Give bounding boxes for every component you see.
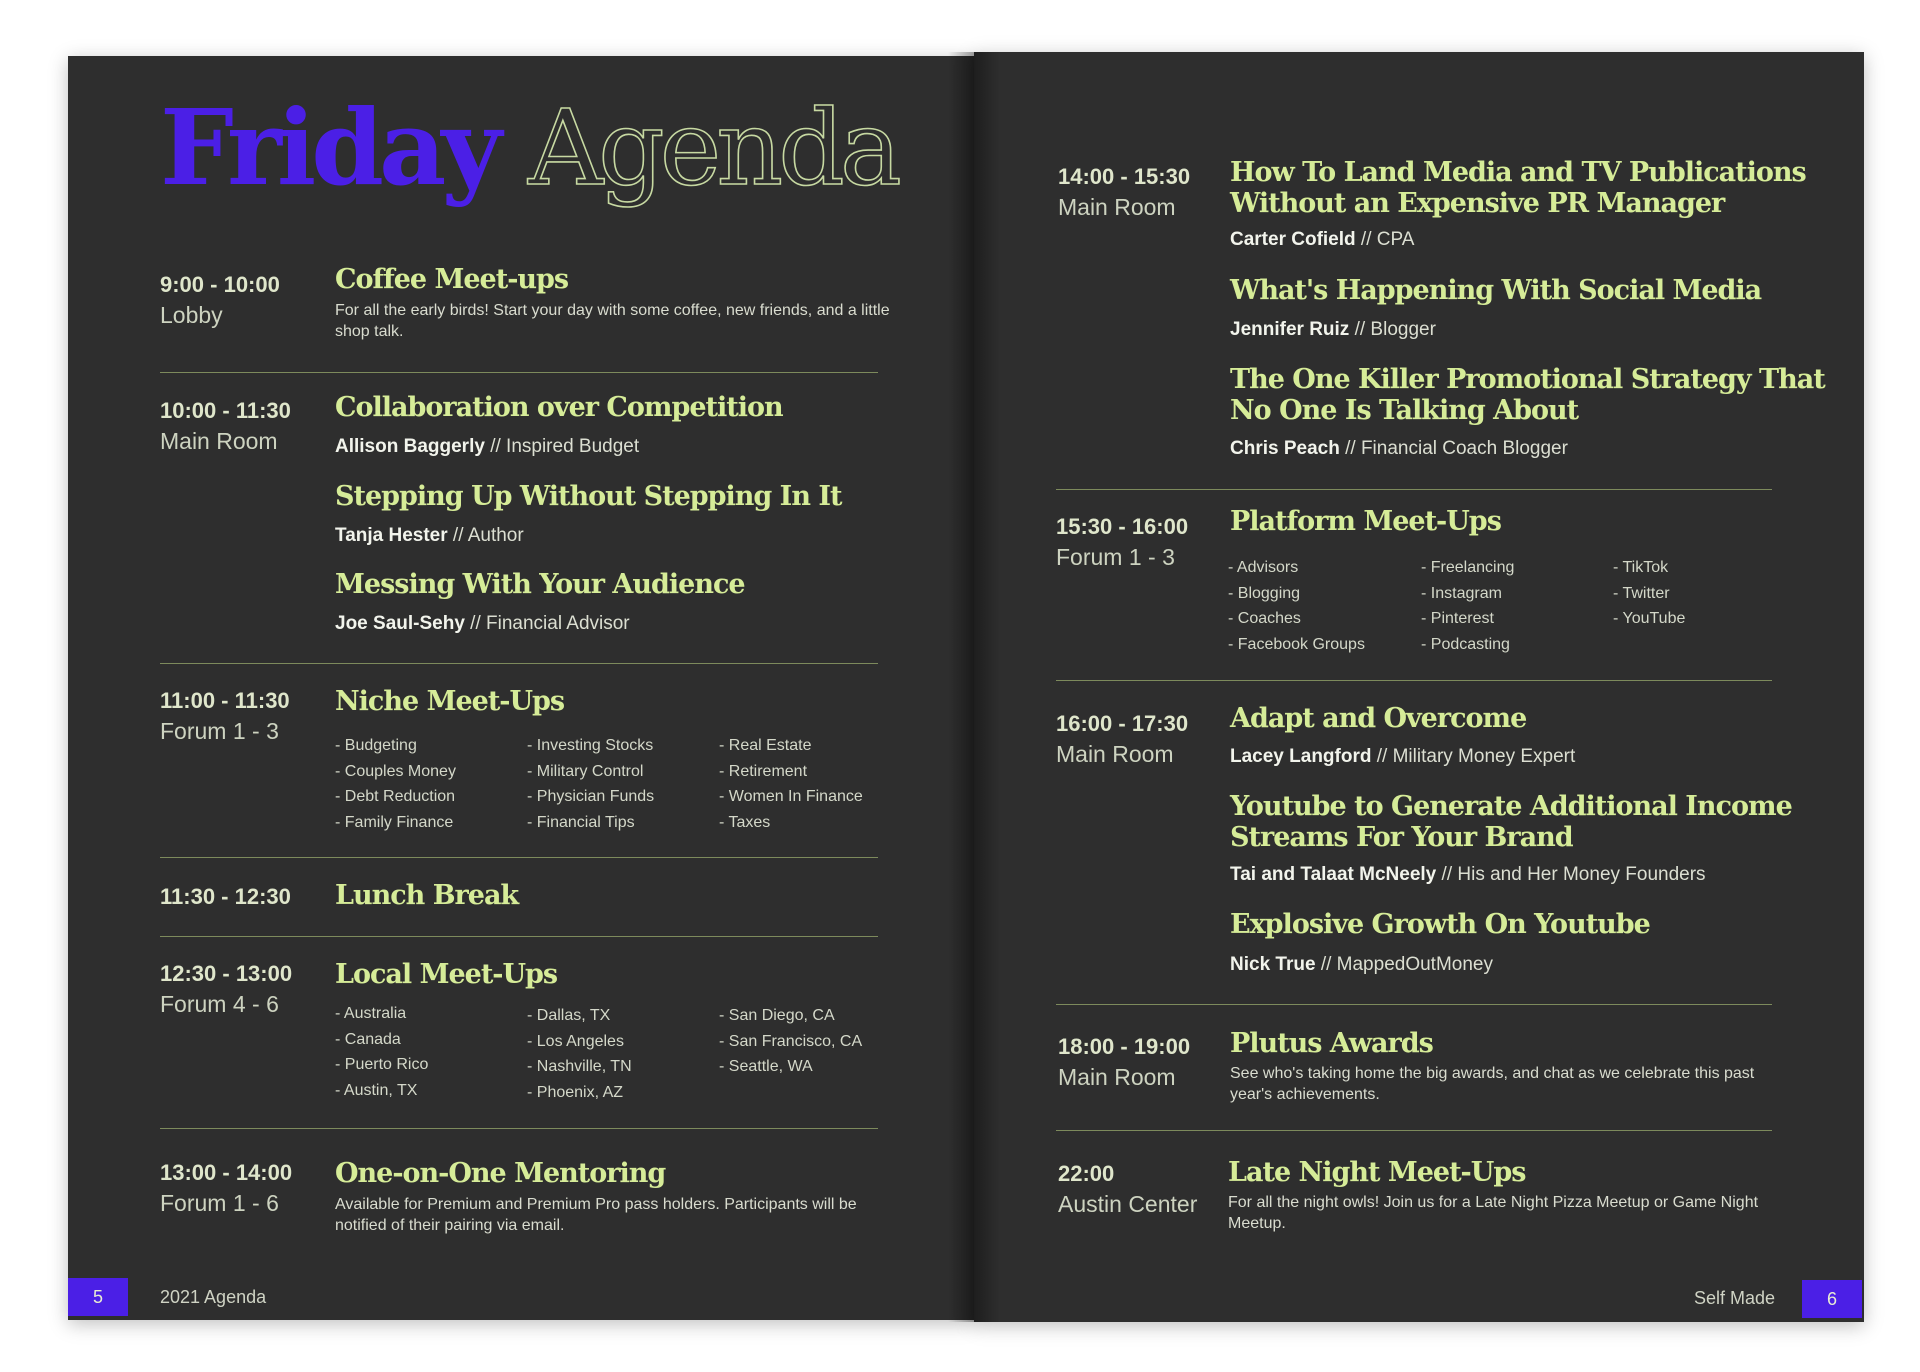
divider bbox=[160, 663, 878, 664]
list-item: - Women In Finance bbox=[719, 788, 863, 805]
mentoring-title: One-on-One Mentoring bbox=[335, 1158, 666, 1189]
list-item: - Retirement bbox=[719, 762, 808, 780]
local-list-col3 bbox=[719, 1003, 862, 1080]
list-item: - Financial Tips bbox=[527, 813, 635, 831]
list-item: - Dallas, TX bbox=[527, 1007, 611, 1024]
list-item: - Pinterest bbox=[1421, 610, 1494, 627]
media-room: Main Room bbox=[1058, 194, 1176, 220]
session-title-line: Without an Expensive PR Manager bbox=[1230, 188, 1725, 219]
speaker-role: // CPA bbox=[1360, 229, 1415, 250]
session-title bbox=[1230, 157, 1806, 219]
list-item: - Seattle, WA bbox=[719, 1058, 813, 1075]
speaker-role: // Financial Advisor bbox=[470, 613, 630, 634]
local-title: Local Meet-Ups bbox=[335, 959, 558, 990]
speaker-role: // Financial Coach Blogger bbox=[1345, 438, 1568, 459]
list-item: - Instagram bbox=[1421, 584, 1502, 602]
divider bbox=[160, 1128, 878, 1129]
session-speaker bbox=[335, 436, 639, 458]
list-item: - Debt Reduction bbox=[335, 788, 456, 805]
divider bbox=[1056, 1130, 1772, 1131]
session-speaker bbox=[335, 525, 524, 547]
divider bbox=[1056, 489, 1772, 490]
list-item: - Budgeting bbox=[335, 737, 417, 754]
mentoring-desc: Available for Premium and Premium Pro pass holders. Participants will be notified of their pairing via email. bbox=[335, 1196, 857, 1234]
session-title: Messing With Your Audience bbox=[335, 569, 745, 600]
speaker-role: // Blogger bbox=[1354, 319, 1436, 340]
session-title-line: How To Land Media and TV Publications bbox=[1230, 157, 1806, 188]
speaker-name: Tai and Talaat McNeely bbox=[1230, 864, 1437, 885]
platform-list-col2 bbox=[1421, 555, 1514, 657]
niche-title: Niche Meet-Ups bbox=[335, 686, 565, 717]
coffee-room: Lobby bbox=[160, 302, 223, 328]
list-item: - Facebook Groups bbox=[1228, 635, 1365, 653]
speaker-role: // Inspired Budget bbox=[490, 436, 640, 457]
media-time: 14:00 - 15:30 bbox=[1058, 164, 1191, 189]
speaker-role: // Author bbox=[452, 525, 524, 546]
list-item: - Physician Funds bbox=[527, 788, 655, 805]
list-item: - Couples Money bbox=[335, 762, 456, 780]
niche-time: 11:00 - 11:30 bbox=[160, 688, 290, 713]
session-speaker bbox=[1230, 864, 1706, 886]
late-room: Austin Center bbox=[1058, 1191, 1198, 1217]
speaker-name: Tanja Hester bbox=[335, 525, 448, 546]
session-title: Stepping Up Without Stepping In It bbox=[335, 481, 842, 512]
session-speaker bbox=[1230, 954, 1493, 976]
divider bbox=[1056, 1004, 1772, 1005]
session-title-line: The One Killer Promotional Strategy That bbox=[1230, 364, 1825, 395]
lunch-time: 11:30 - 12:30 bbox=[160, 884, 291, 909]
list-item: - San Diego, CA bbox=[719, 1007, 835, 1024]
list-item: - Family Finance bbox=[335, 813, 454, 831]
list-item: - Los Angeles bbox=[527, 1032, 624, 1050]
list-item: - Blogging bbox=[1228, 584, 1301, 602]
speaker-name: Chris Peach bbox=[1230, 438, 1340, 459]
late-time: 22:00 bbox=[1058, 1161, 1115, 1186]
adapt-room: Main Room bbox=[1056, 741, 1174, 767]
plutus-room: Main Room bbox=[1058, 1064, 1176, 1090]
session-title bbox=[1230, 791, 1792, 853]
mentoring-room: Forum 1 - 6 bbox=[160, 1190, 279, 1216]
list-item: - YouTube bbox=[1613, 610, 1686, 627]
list-item: - San Francisco, CA bbox=[719, 1032, 863, 1050]
session-title bbox=[1230, 909, 1650, 940]
coffee-time: 9:00 - 10:00 bbox=[160, 272, 280, 297]
niche-room: Forum 1 - 3 bbox=[160, 718, 279, 744]
title-word-friday: Friday bbox=[160, 86, 497, 209]
page-title bbox=[160, 86, 897, 209]
page-number-left: 5 bbox=[68, 1278, 128, 1316]
session-speaker bbox=[1230, 319, 1436, 341]
session-title bbox=[1230, 703, 1526, 734]
speaker-name: Lacey Langford bbox=[1230, 746, 1372, 767]
page-gutter bbox=[948, 52, 1000, 1322]
platform-time: 15:30 - 16:00 bbox=[1056, 514, 1189, 539]
session-speaker bbox=[335, 613, 630, 635]
session-title-line: Youtube to Generate Additional Income bbox=[1230, 791, 1792, 822]
page-number-right: 6 bbox=[1802, 1280, 1862, 1318]
list-item: - Investing Stocks bbox=[527, 737, 654, 754]
session-title-line: Explosive Growth On Youtube bbox=[1230, 909, 1650, 940]
footer-right-label: Self Made bbox=[1694, 1288, 1776, 1308]
list-item: - Australia bbox=[335, 1005, 407, 1022]
list-item: - Military Control bbox=[527, 762, 644, 780]
lunch-title: Lunch Break bbox=[335, 880, 519, 911]
local-time: 12:30 - 13:00 bbox=[160, 961, 293, 986]
session-title bbox=[1230, 364, 1825, 426]
local-list-col2 bbox=[527, 1003, 632, 1105]
late-title: Late Night Meet-Ups bbox=[1228, 1157, 1526, 1188]
divider bbox=[160, 857, 878, 858]
list-item: - Austin, TX bbox=[335, 1081, 418, 1099]
session-title bbox=[1230, 275, 1761, 306]
collab-time: 10:00 - 11:30 bbox=[160, 398, 291, 423]
speaker-name: Jennifer Ruiz bbox=[1230, 319, 1350, 340]
session-title: Collaboration over Competition bbox=[335, 392, 783, 423]
plutus-desc: See who's taking home the big awards, and chat as we celebrate this past year's achievements. bbox=[1230, 1065, 1755, 1103]
niche-list-col1 bbox=[335, 733, 456, 835]
session-title-line: What's Happening With Social Media bbox=[1230, 275, 1762, 306]
divider bbox=[1056, 680, 1772, 681]
plutus-time: 18:00 - 19:00 bbox=[1058, 1034, 1191, 1059]
divider bbox=[160, 372, 878, 373]
coffee-title: Coffee Meet-ups bbox=[335, 264, 569, 295]
session-title-line: No One Is Talking About bbox=[1230, 395, 1579, 426]
right-page bbox=[974, 52, 1864, 1322]
niche-list-col2 bbox=[527, 733, 654, 835]
platform-list-col1 bbox=[1228, 555, 1365, 657]
speaker-name: Allison Baggerly bbox=[335, 436, 485, 457]
collab-room: Main Room bbox=[160, 428, 278, 454]
list-item: - Canada bbox=[335, 1030, 401, 1048]
list-item: - Taxes bbox=[719, 813, 771, 831]
list-item: - TikTok bbox=[1613, 559, 1669, 576]
divider bbox=[160, 936, 878, 937]
list-item: - Nashville, TN bbox=[527, 1058, 632, 1075]
mentoring-time: 13:00 - 14:00 bbox=[160, 1160, 293, 1185]
list-item: - Coaches bbox=[1228, 610, 1301, 627]
speaker-role: // His and Her Money Founders bbox=[1441, 864, 1706, 885]
speaker-name: Carter Cofield bbox=[1230, 229, 1356, 250]
session-speaker bbox=[1230, 746, 1575, 768]
list-item: - Podcasting bbox=[1421, 635, 1510, 653]
speaker-role: // Military Money Expert bbox=[1376, 746, 1576, 767]
speaker-role: // MappedOutMoney bbox=[1320, 954, 1493, 975]
list-item: - Real Estate bbox=[719, 737, 812, 754]
platform-list-col3 bbox=[1613, 555, 1685, 632]
list-item: - Advisors bbox=[1228, 559, 1299, 576]
local-list-col1 bbox=[335, 1001, 428, 1103]
niche-list-col3 bbox=[719, 733, 863, 835]
plutus-title: Plutus Awards bbox=[1230, 1028, 1433, 1059]
session-title-line: Streams For Your Brand bbox=[1230, 822, 1573, 853]
platform-room: Forum 1 - 3 bbox=[1056, 544, 1175, 570]
local-room: Forum 4 - 6 bbox=[160, 991, 279, 1017]
speaker-name: Joe Saul-Sehy bbox=[335, 613, 465, 634]
speaker-name: Nick True bbox=[1230, 954, 1316, 975]
late-desc: For all the night owls! Join us for a Late Night Pizza Meetup or Game Night Meetup. bbox=[1228, 1194, 1759, 1232]
adapt-time: 16:00 - 17:30 bbox=[1056, 711, 1189, 736]
list-item: - Phoenix, AZ bbox=[527, 1083, 624, 1101]
coffee-desc: For all the early birds! Start your day with some coffee, new friends, and a little shop talk. bbox=[335, 302, 890, 340]
list-item: - Twitter bbox=[1613, 584, 1670, 602]
list-item: - Freelancing bbox=[1421, 559, 1515, 576]
footer-left-label: 2021 Agenda bbox=[160, 1287, 267, 1307]
platform-title: Platform Meet-Ups bbox=[1230, 506, 1501, 537]
session-speaker bbox=[1230, 229, 1414, 251]
session-title-line: Adapt and Overcome bbox=[1230, 703, 1527, 734]
list-item: - Puerto Rico bbox=[335, 1056, 429, 1073]
session-speaker bbox=[1230, 438, 1568, 460]
title-word-agenda: Agenda bbox=[528, 87, 897, 209]
